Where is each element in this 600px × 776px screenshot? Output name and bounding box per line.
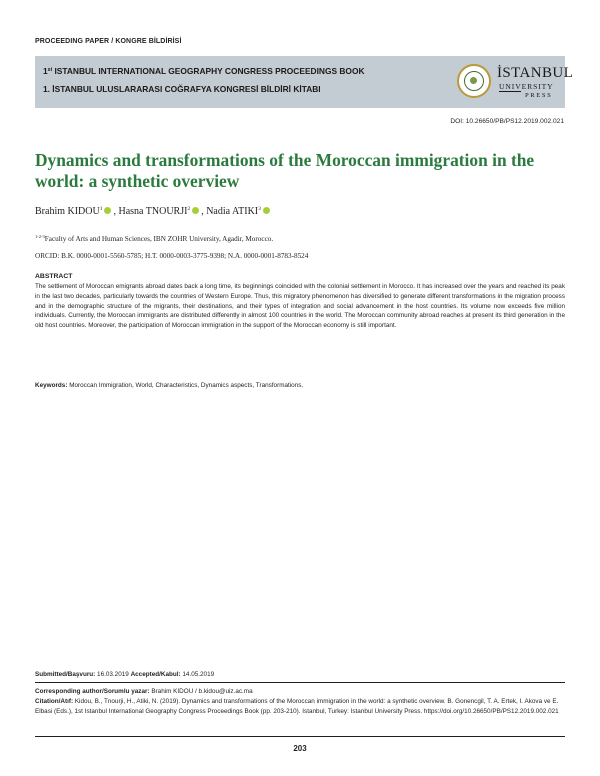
affiliation-text: Faculty of Arts and Human Sciences, IBN ZOHR University, Agadir, Morocco. <box>44 235 274 243</box>
author-name: Nadia ATIKI <box>206 206 259 217</box>
abstract-body: The settlement of Moroccan emigrants abroad dates back a long time, its beginnings coincided with the colonial settlement in Morocco. It has increased over the years and reached its peak in the last two decades, particularly towards the countries of Western Europe. Thus, this migratory phenomenon has diversified to generate different transformations in the migration process and in the demographic structure of the migrants, their destinations, and their types of integration and social advancement in the host countries. Its volume now exceeds five million individuals. Currently, the Moroccan immigrants are distributed differently in almost 100 countries in the world. The Moroccan community abroad reaches at present its third generation in the old host countries. Moreover, the participation of Moroccan immigration in the support of the Moroccan economy is still important. <box>35 283 565 330</box>
paper-title: Dynamics and transformations of the Moroccan immigration in the world: a synthetic overview <box>35 150 535 191</box>
university-seal-icon <box>457 64 491 98</box>
istanbul-university-press-logo <box>453 60 574 104</box>
keywords-text: Moroccan Immigration, World, Characteristics, Dynamics aspects, Transformations. <box>67 382 304 389</box>
banner-ordinal: 1 <box>43 66 48 76</box>
corr-text: Brahim KIDOU / b.kidou@uiz.ac.ma <box>149 688 253 695</box>
submitted-label: Submitted/Başvuru: <box>35 671 96 678</box>
citation-label: Citation/Atıf: <box>35 697 74 705</box>
banner-ordinal-suffix: st <box>47 67 53 73</box>
corr-label: Corresponding author/Sorumlu yazar: <box>35 688 150 695</box>
author-affil-sup: 2 <box>187 206 191 212</box>
logo-wordmark-press: PRESS <box>525 92 553 99</box>
accepted-label: Accepted/Kabul: <box>130 671 181 678</box>
accepted-date: 14.05.2019 <box>180 671 215 678</box>
doi-link[interactable]: DOI: 10.26650/PB/PS12.2019.002.021 <box>450 118 564 125</box>
affiliation <box>35 234 273 243</box>
author-separator: , <box>113 206 119 217</box>
submission-dates <box>35 671 214 678</box>
keywords-label: Keywords: <box>35 382 68 389</box>
citation <box>35 697 565 717</box>
banner-title-english-text: ISTANBUL INTERNATIONAL GEOGRAPHY CONGRESS PROCEEDINGS BOOK <box>52 66 365 76</box>
submitted-date: 16.03.2019 <box>95 671 131 678</box>
banner-title-turkish: 1. İSTANBUL ULUSLARARASI COĞRAFYA KONGRESİ BİLDİRİ KİTABI <box>43 84 321 94</box>
keywords <box>35 381 565 391</box>
orcid-icon[interactable] <box>263 207 270 214</box>
logo-divider <box>499 91 521 92</box>
author-affil-sup: 1 <box>99 206 103 212</box>
footer-divider <box>35 682 565 683</box>
paper-type-kicker: PROCEEDING PAPER / KONGRE BİLDİRİSİ <box>35 38 182 45</box>
orcid-icon[interactable] <box>104 207 111 214</box>
page-number: 203 <box>293 744 307 753</box>
congress-banner <box>35 56 574 108</box>
logo-wordmark-istanbul: İSTANBUL <box>497 65 574 81</box>
author-list <box>35 206 272 217</box>
citation-text: Kidou, B., Tnourji, H., Atiki, N. (2019). Dynamics and transformations of the Moroccan immigration in the world: a synthetic overview. B. Gonencgil, T. A. Ertek, I. Akova ve E. Elbasi (Eds.), 1st Istanbul International Geography Congress Proceedings Book (pp. 203-210). Istanbul, Turkey: Istanbul University Press. https://doi.org/10.26650/PB/PS12.2019.002.021 <box>35 697 559 715</box>
orcid-icon[interactable] <box>192 207 199 214</box>
orcid-ids: ORCID: B.K. 0000-0001-5560-5785; H.T. 0000-0003-3775-9398; N.A. 0000-0001-8783-8524 <box>35 252 309 260</box>
corresponding-author <box>35 687 565 697</box>
page-bottom-divider <box>35 736 565 737</box>
logo-wordmark-university: UNIVERSITY <box>499 82 554 91</box>
author-affil-sup: 3 <box>258 206 261 212</box>
author-name: Brahim KIDOU <box>35 206 100 217</box>
abstract-heading: ABSTRACT <box>35 273 73 280</box>
author-separator: , <box>201 206 207 217</box>
banner-title-english <box>43 66 365 76</box>
author-name: Hasna TNOURJI <box>118 206 188 217</box>
affiliation-sup: 1-2-3 <box>35 234 45 239</box>
